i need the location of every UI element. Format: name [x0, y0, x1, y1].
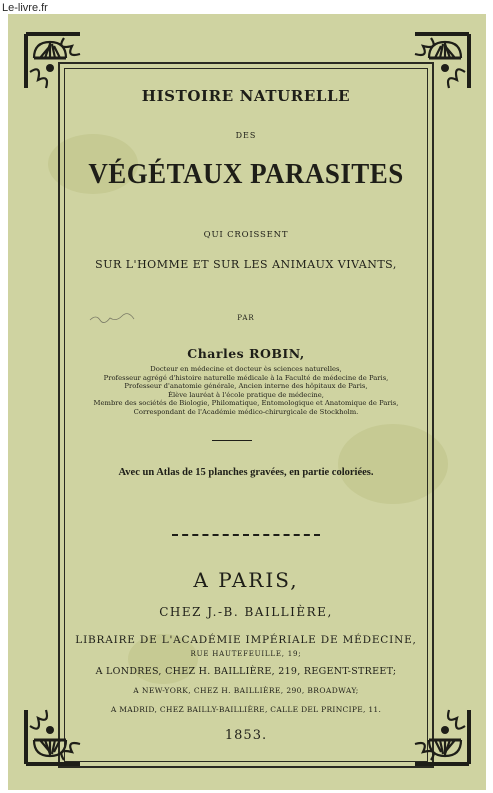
shell-ornament-icon: [20, 28, 88, 96]
par-label: PAR: [237, 314, 255, 322]
subtitle-line-1: QUI CROISSENT: [203, 230, 289, 240]
publisher-name: CHEZ J.-B. BAILLIÈRE,: [159, 605, 333, 619]
credential-line: Correspondant de l'Académie médico-chirurgicale de Stockholm.: [133, 407, 359, 416]
title-line-2: DES: [235, 131, 257, 140]
watermark: Le-livre.fr: [2, 2, 48, 14]
credential-line: Élève lauréat à l'école pratique de médecine,: [168, 390, 324, 399]
title-line-1: HISTOIRE NATURELLE: [141, 87, 351, 105]
publisher-street: RUE HAUTEFEUILLE, 19;: [190, 650, 302, 658]
subtitle-line-2: SUR L'HOMME ET SUR LES ANIMAUX VIVANTS,: [95, 258, 397, 271]
credential-line: Professeur d'anatomie générale, Ancien interne des hôpitaux de Paris,: [124, 382, 368, 391]
author-name: Charles ROBIN,: [187, 346, 305, 361]
publisher-city: A PARIS,: [193, 568, 299, 592]
publisher-madrid: A MADRID, CHEZ BAILLY-BAILLIÈRE, CALLE DEL PRINCIPE, 11.: [110, 705, 382, 714]
main-title: VÉGÉTAUX PARASITES: [88, 158, 404, 190]
credential-line: Professeur agrégé d'histoire naturelle médicale à la Faculté de médecine de Paris,: [103, 373, 389, 382]
publisher-london: A LONDRES, CHEZ H. BAILLIÈRE, 219, REGENT-STREET;: [95, 666, 397, 677]
atlas-note: Avec un Atlas de 15 planches gravées, en partie coloriées.: [118, 467, 374, 478]
decorative-dashed-rule: [172, 534, 320, 536]
credential-line: Docteur en médecine et docteur ès sciences naturelles,: [150, 365, 342, 373]
author-credentials: [64, 365, 428, 417]
publisher-title: LIBRAIRE DE L'ACADÉMIE IMPÉRIALE DE MÉDECINE,: [75, 634, 417, 646]
publication-year: 1853.: [224, 728, 268, 743]
shell-ornament-icon: [407, 28, 475, 96]
publisher-newyork: A NEW-YORK, CHEZ H. BAILLIÈRE, 290, BROADWAY;: [133, 686, 359, 695]
short-rule: [212, 440, 252, 441]
credential-line: Membre des sociétés de Biologie, Philomatique, Entomologique et Anatomique de Paris,: [93, 399, 399, 408]
